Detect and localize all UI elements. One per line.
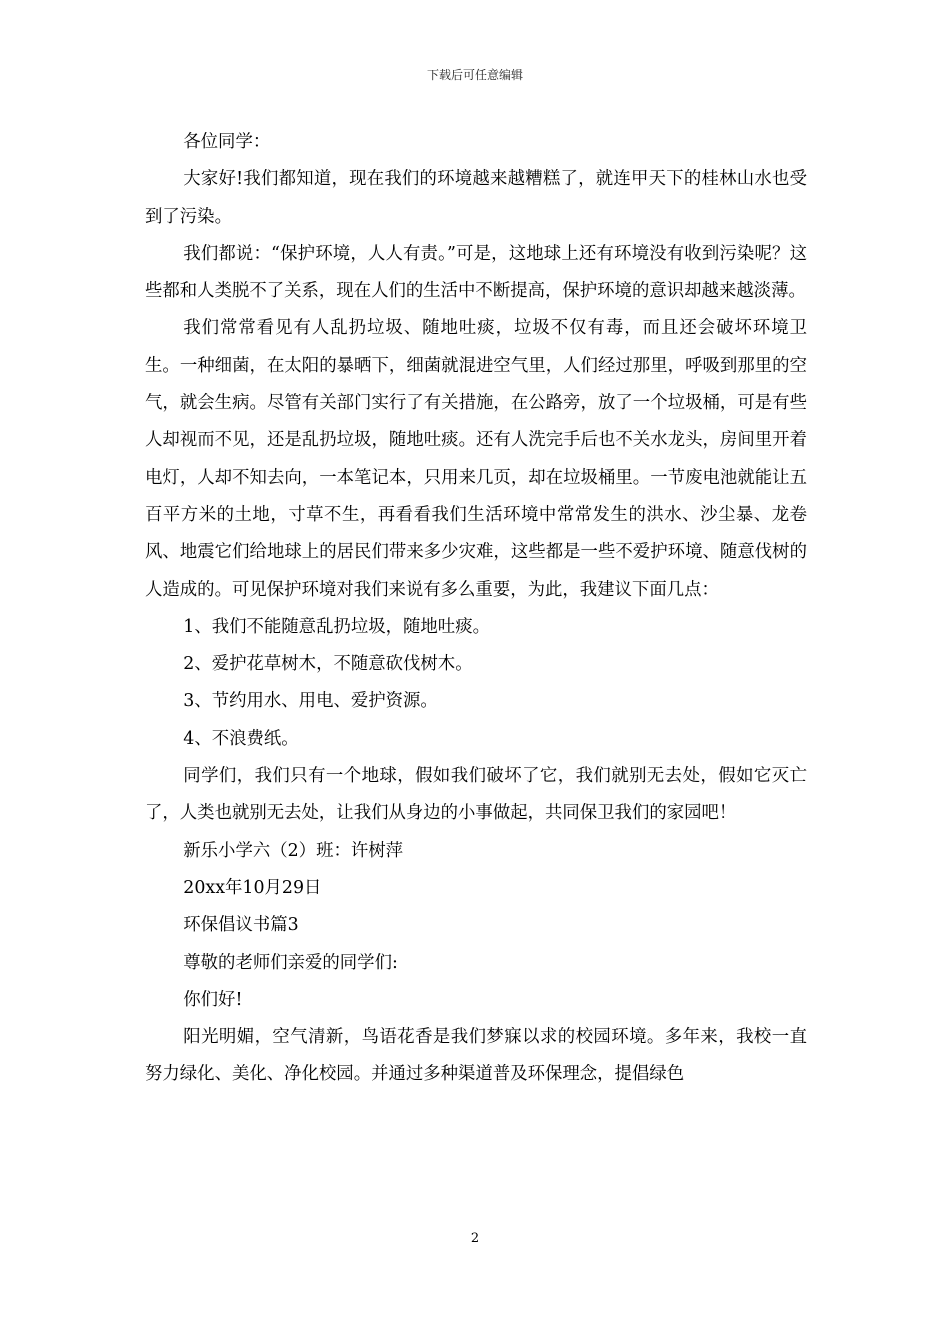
salutation: 各位同学： — [183, 132, 271, 152]
paragraph: 同学们，我们只有一个地球，假如我们破坏了它，我们就别无去处，假如它灭亡了，人类也就别无去处，让我们从身边的小事做起，共同保卫我们的家园吧！ — [145, 766, 807, 824]
paragraph: 我们都说：“保护环境，人人有责。”可是，这地球上还有环境没有收到污染呢？这些都和人类脱不了关系，现在人们的生活中不断提高，保护环境的意识却越来越淡薄。 — [145, 243, 807, 302]
paragraph: 我们常常看见有人乱扔垃圾、随地吐痰，垃圾不仅有毒，而且还会破坏环境卫生。一种细菌，在太阳的暴晒下，细菌就混进空气里，人们经过那里，呼吸到那里的空气，就会生病。尽管有关部门实行了有关措施，在公路旁，放了一个垃圾桶，可是有些人却视而不见，还是乱扔垃圾，随地吐痰。还有人洗完手后也不关水龙头，房间里开着电灯，人却不知去向，一本笔记本，只用来几页，却在垃圾桶里。一节废电池就能让五百平方米的土地，寸草不生，再看看我们生活环境中常常发生的洪水、沙尘暴、龙卷风、地震它们给地球上的居民们带来多少灾难，这些都是一些不爱护环境、随意伐树的人造成的。可见保护环境对我们来说有多么重要，为此，我建议下面几点： — [145, 318, 807, 600]
list-item: 4、不浪费纸。 — [183, 728, 299, 749]
signature: 新乐小学六（2）班：许树萍 — [183, 840, 404, 861]
salutation: 尊敬的老师们亲爱的同学们: — [183, 952, 398, 973]
document-body — [145, 124, 807, 1094]
section-title: 环保倡议书篇3 — [183, 915, 299, 936]
greeting: 你们好! — [183, 989, 243, 1010]
list-item: 2、爱护花草树木，不随意砍伐树木。 — [183, 654, 473, 675]
paragraph: 阳光明媚，空气清新，鸟语花香是我们梦寐以求的校园环境。多年来，我校一直努力绿化、美化、净化校园。并通过多种渠道普及环保理念，提倡绿色 — [145, 1027, 807, 1085]
list-item: 1、我们不能随意乱扔垃圾，随地吐痰。 — [183, 616, 490, 637]
paragraph: 大家好!我们都知道，现在我们的环境越来越糟糕了，就连甲天下的桂林山水也受到了污染。 — [145, 169, 807, 227]
list-item: 3、节约用水、用电、爱护资源。 — [183, 691, 438, 712]
page-header: 下载后可任意编辑 — [426, 68, 523, 82]
date: 20xx年10月29日 — [183, 877, 322, 898]
page-number: 2 — [470, 1231, 480, 1246]
